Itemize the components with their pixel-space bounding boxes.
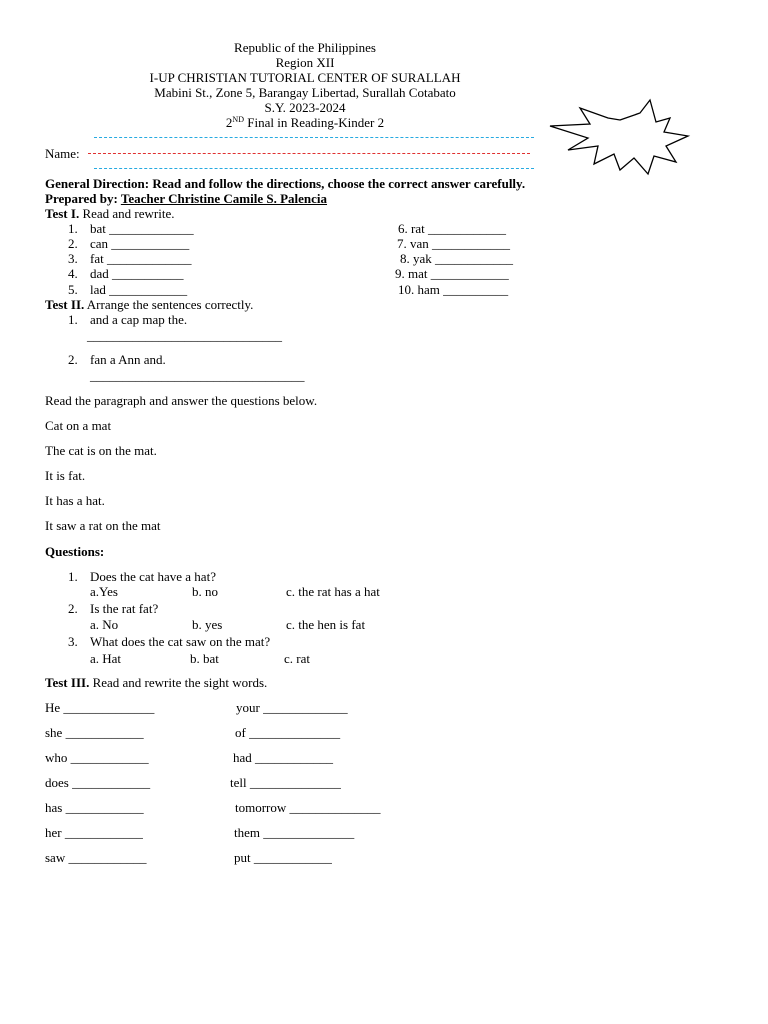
name-dashed-line[interactable] [88,153,530,154]
sight-word-he[interactable]: He ______________ [45,700,155,715]
reading-line-4: It has a hat. [45,493,105,508]
question-1-text: Does the cat have a hat? [90,569,216,584]
reading-line-2: The cat is on the mat. [45,443,157,458]
test2-item-1-text: and a cap map the. [90,312,188,327]
exam-number: 2 [225,115,233,130]
question-3-option-b[interactable]: b. bat [190,651,219,666]
question-3-text: What does the cat saw on the mat? [90,634,271,649]
questions-title: Questions: [45,544,105,559]
sight-word-she[interactable]: she ____________ [45,725,144,740]
test1-item-1[interactable]: bat _____________ [90,221,194,236]
sight-word-had[interactable]: had ____________ [233,750,334,765]
question-1-option-a[interactable]: a.Yes [90,584,118,599]
prepared-by-label: Prepared by: [45,191,121,206]
reading-line-1: Cat on a mat [45,418,112,433]
test1-heading [45,206,175,221]
name-top-dashed-line [94,137,534,138]
sight-word-tell[interactable]: tell ______________ [230,775,341,790]
reading-instruction: Read the paragraph and answer the questions below. [45,393,318,408]
test1-item-7[interactable]: 7. van ____________ [397,236,511,251]
exam-title-text: Final in Reading-Kinder 2 [243,115,385,130]
test2-instruction: Arrange the sentences correctly. [84,297,254,312]
sight-word-put[interactable]: put ____________ [234,850,332,865]
reading-line-3: It is fat. [45,468,86,483]
question-3-num: 3. [68,634,78,649]
test2-heading [45,297,253,312]
header-address: Mabini St., Zone 5, Barangay Libertad, Surallah Cotabato [154,85,456,100]
sight-word-your[interactable]: your _____________ [236,700,348,715]
question-3-option-c[interactable]: c. rat [284,651,310,666]
question-1-option-c[interactable]: c. the rat has a hat [286,584,380,599]
header-region: Region XII [275,55,335,70]
exam-ordinal: ND [232,115,244,124]
reading-line-5: It saw a rat on the mat [45,518,161,533]
test2-item-2-text: fan a Ann and. [90,352,166,367]
sight-word-them[interactable]: them ______________ [234,825,355,840]
test1-item-4[interactable]: dad ___________ [90,266,184,281]
test1-item-9[interactable]: 9. mat ____________ [395,266,509,281]
question-2-option-c[interactable]: c. the hen is fat [286,617,366,632]
starburst-icon [548,98,698,182]
test1-item-2-num: 2. [68,236,78,251]
test2-title: Test II. [45,297,85,312]
test2-item-2-answer-line[interactable]: _________________________________ [90,368,305,383]
name-label: Name: [45,146,80,161]
test1-item-6[interactable]: 6. rat ____________ [398,221,506,236]
test1-item-3-num: 3. [68,251,78,266]
test3-instruction: Read and rewrite the sight words. [89,675,268,690]
header-republic: Republic of the Philippines [234,40,376,55]
question-2-text: Is the rat fat? [90,601,159,616]
sight-word-her[interactable]: her ____________ [45,825,143,840]
header-school-year: S.Y. 2023-2024 [264,100,346,115]
question-1-num: 1. [68,569,78,584]
test1-title: Test I. [45,206,80,221]
test1-item-1-num: 1. [68,221,78,236]
test2-item-1-num: 1. [68,312,78,327]
name-bottom-dashed-line [94,168,534,169]
test1-item-5-num: 5. [68,282,78,297]
question-2-option-a[interactable]: a. No [90,617,119,632]
test1-item-3[interactable]: fat _____________ [90,251,192,266]
sight-word-saw[interactable]: saw ____________ [45,850,147,865]
test1-item-5[interactable]: lad ____________ [90,282,188,297]
sight-word-of[interactable]: of ______________ [235,725,341,740]
sight-word-does[interactable]: does ____________ [45,775,151,790]
sight-word-has[interactable]: has ____________ [45,800,144,815]
test1-item-8[interactable]: 8. yak ____________ [400,251,514,266]
header-exam-title [0,115,610,130]
test3-title: Test III. [45,675,90,690]
general-direction: General Direction: Read and follow the directions, choose the correct answer carefully. [45,176,526,191]
test1-item-2[interactable]: can ____________ [90,236,190,251]
sight-word-tomorrow[interactable]: tomorrow ______________ [235,800,381,815]
test1-instruction: Read and rewrite. [79,206,175,221]
question-2-num: 2. [68,601,78,616]
test3-heading [45,675,267,690]
question-3-option-a[interactable]: a. Hat [90,651,122,666]
question-2-option-b[interactable]: b. yes [192,617,223,632]
test1-item-4-num: 4. [68,266,78,281]
test2-item-1-answer-line[interactable]: ______________________________ [87,328,282,343]
sight-word-who[interactable]: who ____________ [45,750,149,765]
header-school: I-UP CHRISTIAN TUTORIAL CENTER OF SURALLAH [149,70,461,85]
test2-item-2-num: 2. [68,352,78,367]
question-1-option-b[interactable]: b. no [192,584,218,599]
prepared-by [45,191,327,206]
teacher-name: Teacher Christine Camile S. Palencia [120,191,328,206]
test1-item-10[interactable]: 10. ham __________ [398,282,509,297]
